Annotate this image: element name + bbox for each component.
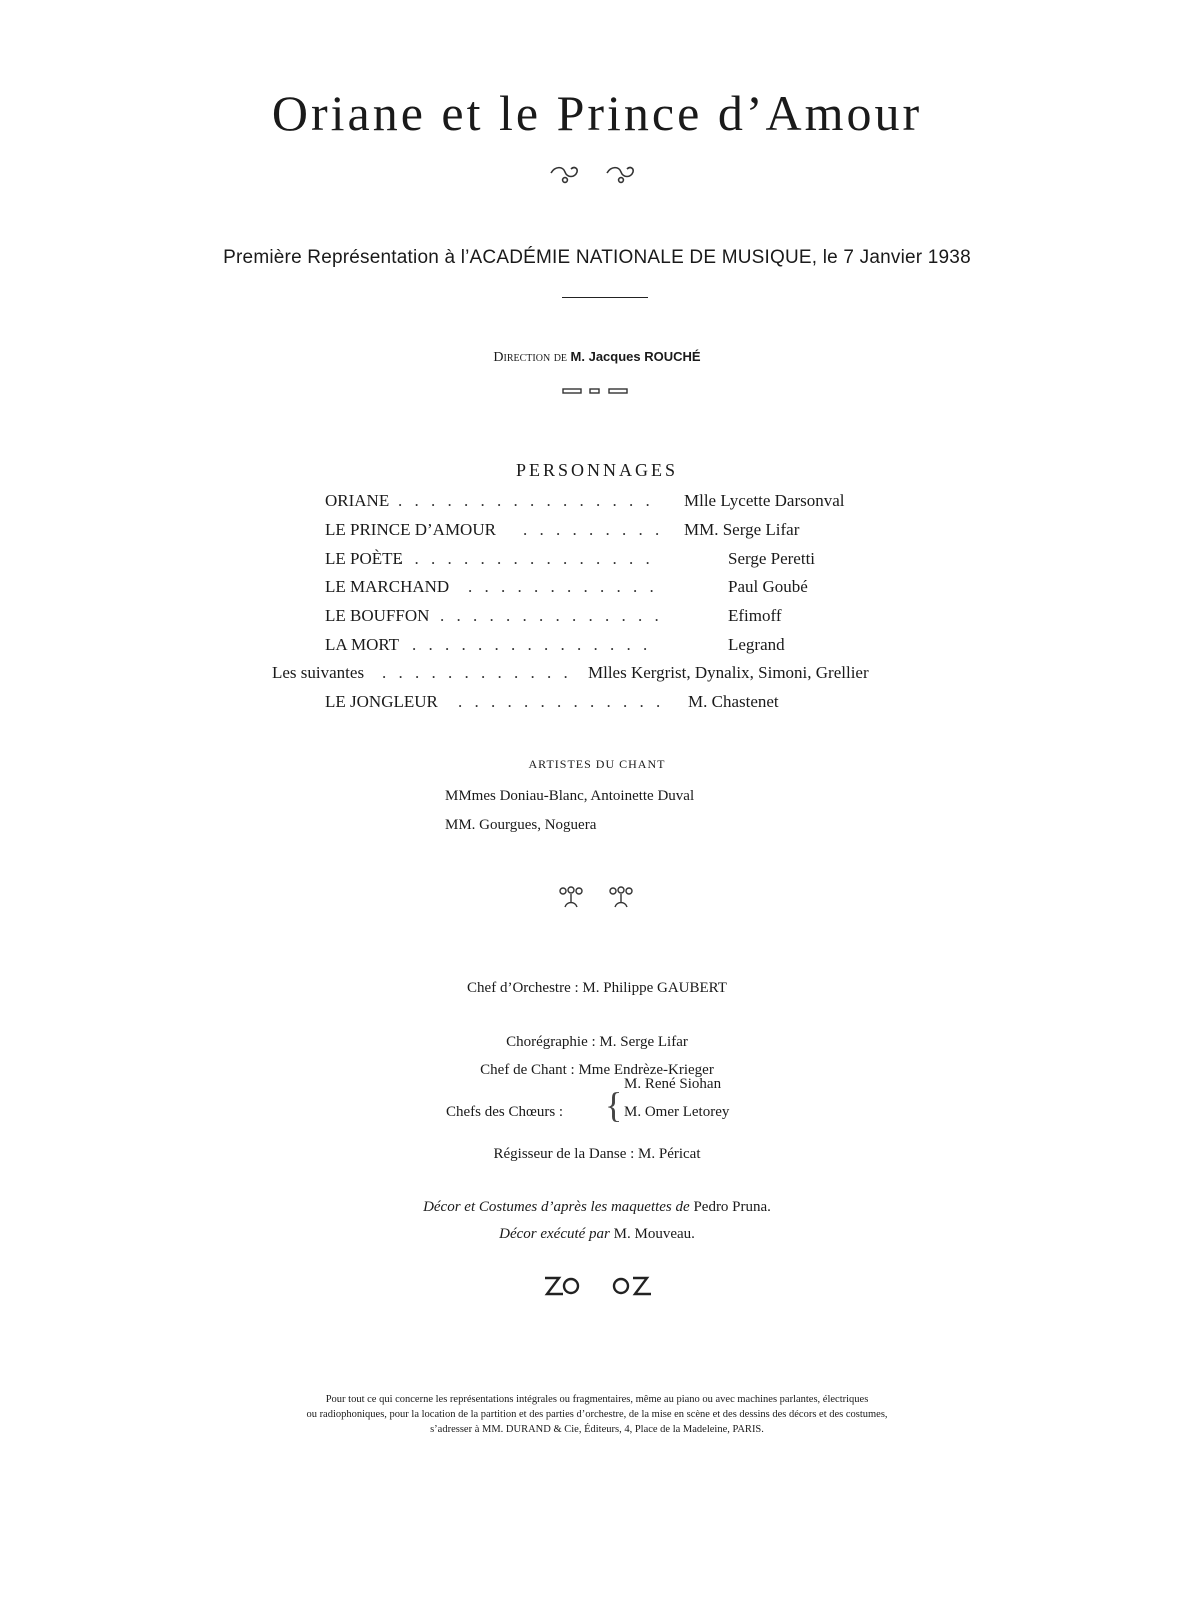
decor-painter: M. Mouveau. [613,1226,695,1242]
cast-actor: MM. Serge Lifar [684,520,800,539]
page-title: Oriane et le Prince d’Amour [271,85,923,141]
leader-dots: . . . . . . . . . . . . . . . . [398,549,654,568]
leader-dots: . . . . . . . . . . . . [468,577,658,596]
cast-actor: Paul Goubé [728,577,808,596]
artistes-chant-heading: ARTISTES DU CHANT [528,757,666,771]
decor-execute-line [0,1226,1194,1243]
cast-role: Les suivantes [272,663,365,682]
decor-costumes-line [0,1199,1194,1216]
chant-line: MMmes Doniau-Blanc, Antoinette Duval [445,788,695,804]
footer-line: Pour tout ce qui concerne les représentations intégrales ou fragmentaires, même au piano ou avec machines parlantes, électriques [325,1394,869,1405]
personnages-heading: PERSONNAGES [515,460,679,480]
floral-ornament-icon [537,1270,657,1300]
footer-line: s’adresser à MM. DURAND & Cie, Éditeurs, 4, Place de la Madeleine, PARIS. [430,1424,764,1435]
cast-role: LE POÈTE [325,549,403,568]
cast-actor: Efimoff [728,606,782,625]
chef-chant: Chef de Chant : Mme Endrèze-Krieger [480,1062,714,1078]
cast-actor: Legrand [728,635,785,654]
ornament-flowers [0,885,1194,918]
cast-actor: Mlle Lycette Darsonval [684,491,845,510]
director-name: M. Jacques ROUCHÉ [570,349,701,364]
choregraphie: Chorégraphie : M. Serge Lifar [506,1034,688,1050]
chef-choeurs-name: M. Omer Letorey [624,1104,730,1120]
direction-line [0,349,1194,366]
horizontal-rule [562,297,648,298]
ornament-dashes [0,383,1194,401]
chef-orchestre: Chef d’Orchestre : M. Philippe GAUBERT [467,980,727,996]
cast-role: LA MORT [325,635,400,654]
premiere-line: Première Représentation à l’ACADÉMIE NATIONALE DE MUSIQUE, le 7 Janvier 1938 [223,247,971,268]
chef-choeurs-name: M. René Siohan [624,1076,722,1092]
leader-dots: . . . . . . . . . . . . . [458,692,665,711]
chant-line: MM. Gourgues, Noguera [445,817,597,833]
cast-role: LE BOUFFON [325,606,430,625]
brace-icon: { [605,1085,623,1125]
leader-dots: . . . . . . . . . . . . . . . [412,635,652,654]
leader-dots: . . . . . . . . . [523,520,664,539]
decor-execute-text: Décor exécuté par [499,1226,610,1242]
decor-designer: Pedro Pruna. [693,1199,771,1215]
flower-ornament-icon [547,885,647,913]
footer-notice [0,1392,1194,1437]
leader-dots: . . . . . . . . . . . . . . [440,606,663,625]
chefs-choeurs-label: Chefs des Chœurs : [446,1104,564,1120]
dash-ornament-icon [557,386,637,396]
cast-role: LE MARCHAND [325,577,450,596]
cast-role: LE JONGLEUR [325,692,438,711]
cast-actor: M. Chastenet [688,692,779,711]
direction-label: Direction de [493,350,568,365]
ornament-divider-top [0,158,1194,193]
cast-role: LE PRINCE D’AMOUR [325,520,496,539]
decor-costumes-text: Décor et Costumes d’après les maquettes de [423,1199,690,1215]
regisseur-danse: Régisseur de la Danse : M. Péricat [493,1146,701,1162]
scroll-ornament-icon [547,158,647,188]
footer-line: ou radiophoniques, pour la location de la partition et des parties d’orchestre, de la mise en scène et des dessins des décors et des costumes, [306,1409,888,1420]
ornament-bottom [0,1270,1194,1305]
cast-role: ORIANE [325,491,390,510]
cast-actor: Mlles Kergrist, Dynalix, Simoni, Grellier [588,663,869,682]
leader-dots: . . . . . . . . . . . . . . . . [398,491,654,510]
cast-actor: Serge Peretti [728,549,816,568]
leader-dots: . . . . . . . . . . . . [382,663,572,682]
